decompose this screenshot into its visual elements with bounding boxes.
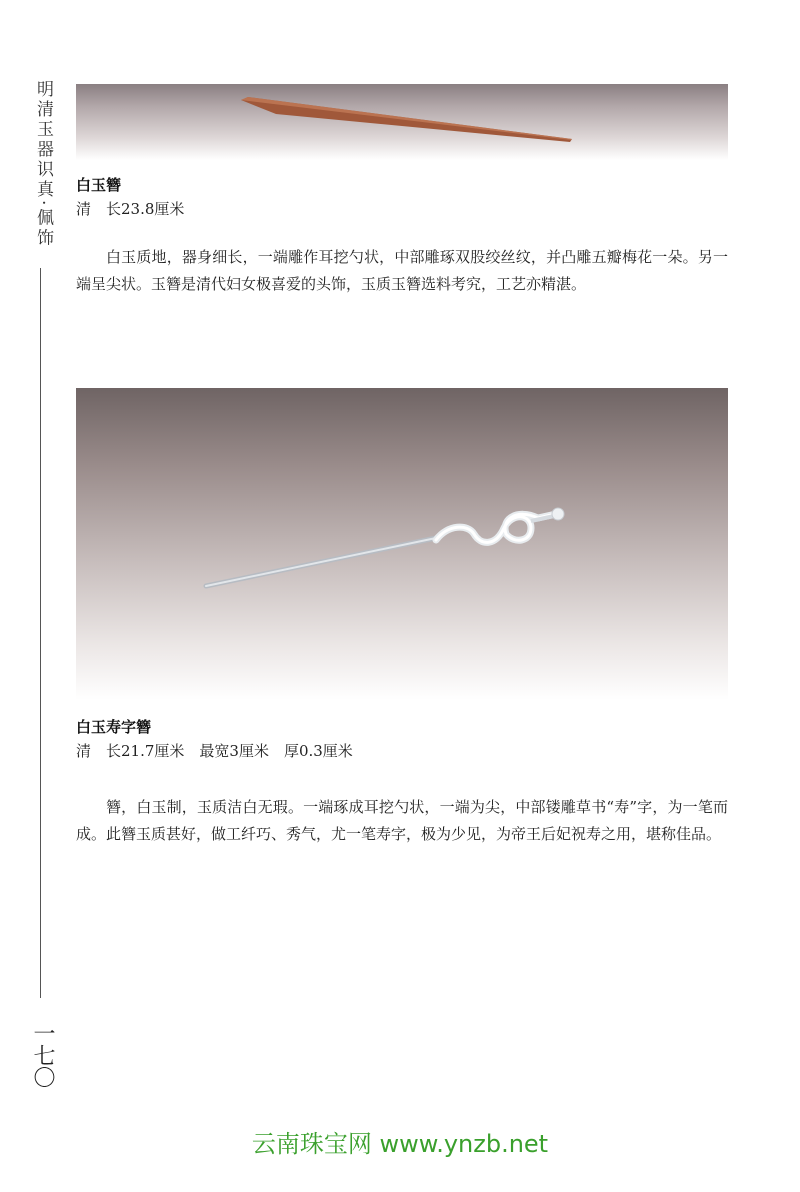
page-number: 一七〇 — [30, 1022, 55, 1088]
item-1-meta: 清 长23.8厘米 — [76, 200, 185, 218]
item-2-meta: 清 长21.7厘米 最宽3厘米 厚0.3厘米 — [76, 742, 353, 760]
side-divider — [40, 268, 41, 998]
photo-hairpin-2 — [76, 388, 728, 700]
item-2-description: 簪，白玉制，玉质洁白无瑕。一端琢成耳挖勺状，一端为尖，中部镂雕草书“寿”字，为一笔而成。此簪玉质甚好，做工纤巧、秀气，尤一笔寿字，极为少见，为帝王后妃祝寿之用，堪称佳品。 — [76, 798, 728, 843]
photo-hairpin-1 — [76, 84, 728, 160]
hairpin-2-image — [76, 388, 728, 700]
watermark-text: 云南珠宝网 www.ynzb.net — [251, 1130, 549, 1158]
book-title: 明清玉器识真·佩饰 — [33, 80, 53, 249]
item-1-title: 白玉簪 — [76, 176, 122, 194]
item-1-description: 白玉质地，器身细长，一端雕作耳挖勺状，中部雕琢双股绞丝纹，并凸雕五瓣梅花一朵。另一端呈尖状。玉簪是清代妇女极喜爱的头饰，玉质玉簪选料考究，工艺亦精湛。 — [76, 248, 728, 293]
item-2-title: 白玉寿字簪 — [76, 718, 152, 736]
hairpin-1-image — [76, 84, 728, 160]
